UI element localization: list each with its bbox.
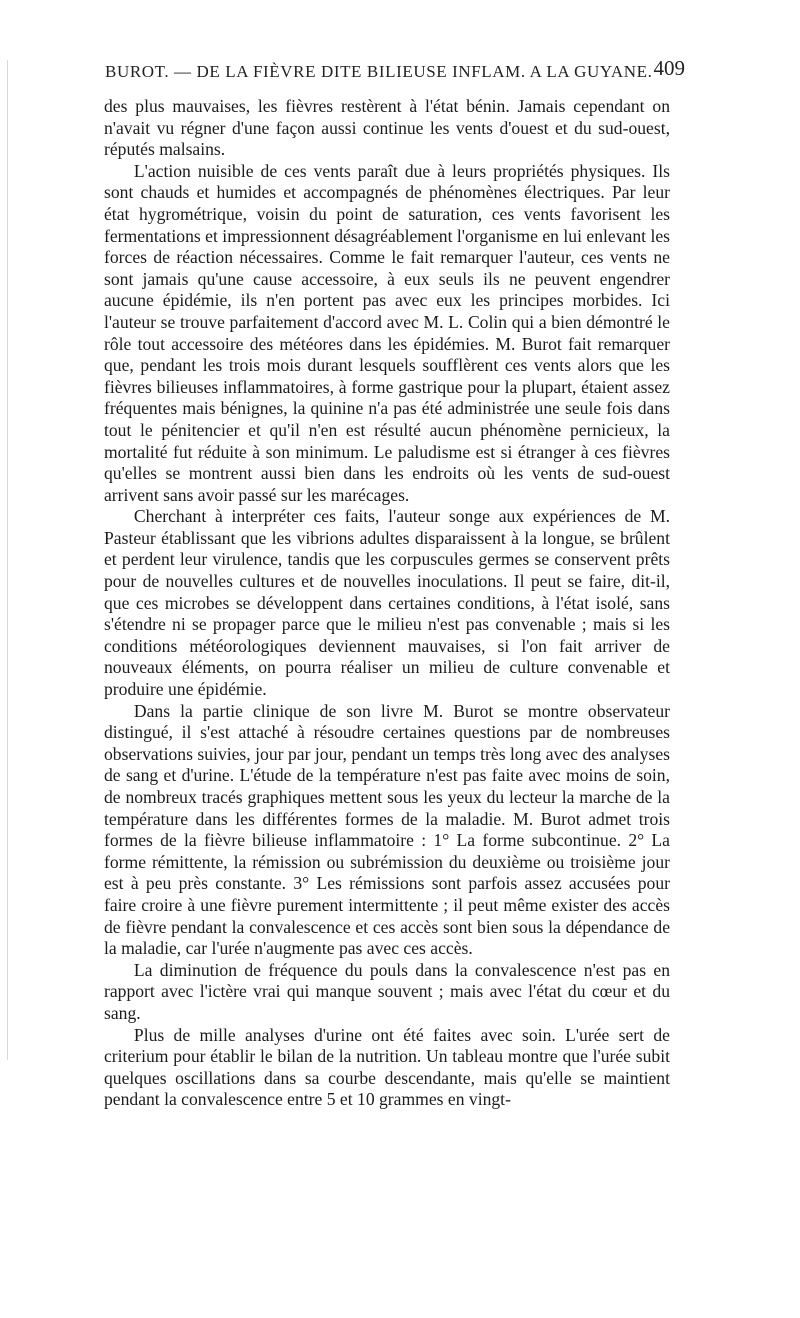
page-edge-shadow xyxy=(7,60,8,1060)
paragraph-pouls: La diminution de fréquence du pouls dans la convalescence n'est pas en rapport avec l'ictère vrai qui manque souvent ; mais avec l'état du cœur et du sang. xyxy=(104,959,670,1023)
page-number: 409 xyxy=(653,56,685,80)
article-body xyxy=(104,96,670,1111)
paragraph-pasteur: Cherchant à interpréter ces faits, l'auteur songe aux expériences de M. Pasteur établissant que les vibrions adultes disparaissent à la longue, se brûlent et perdent leur virulence, tandis que les corpuscules germes se conservent prêts pour de nouvelles cultures et de nouvelles inoculations. Il peut se faire, dit-il, que ces microbes se développent dans certaines conditions, à l'état isolé, sans s'étendre ni se propager parce que le milieu n'est pas convenable ; mais si les conditions météorologiques deviennent mauvaises, si l'on fait arriver de nouveaux éléments, on pourra réaliser un milieu de culture convenable et produire une épidémie. xyxy=(104,506,670,700)
running-title: BUROT. — DE LA FIÈVRE DITE BILIEUSE INFLAM. A LA GUYANE. xyxy=(105,62,653,81)
paragraph-vents-action: L'action nuisible de ces vents paraît due à leurs propriétés physiques. Ils sont chauds et humides et accompagnés de phénomènes électriques. Par leur état hygrométrique, voisin du point de saturation, ces vents favorisent les fermentations et impressionnent désagréablement l'organisme en lui enlevant les forces de réaction nécessaires. Comme le fait remarquer l'auteur, ces vents ne sont jamais qu'une cause accessoire, à eux seuls ils ne peuvent engendrer aucune épidémie, ils n'en portent pas avec eux les principes morbides. Ici l'auteur se trouve parfaitement d'accord avec M. L. Colin qui a bien démontré le rôle tout accessoire des météores dans les épidémies. M. Burot fait remarquer que, pendant les trois mois durant lesquels soufflèrent ces vents alors que les fièvres bilieuses inflammatoires, à forme gastrique pour la plupart, étaient assez fréquentes mais bénignes, la quinine n'a pas été administrée une seule fois dans tout le pénitencier et qu'il n'en est résulté aucun phénomène pernicieux, la mortalité fut réduite à son minimum. Le paludisme est si étranger à ces fièvres qu'elles se montrent aussi bien dans les endroits où les vents de sud-ouest arrivent sans avoir passé sur les marécages. xyxy=(104,160,670,505)
running-header xyxy=(105,56,685,86)
paragraph-clinique: Dans la partie clinique de son livre M. Burot se montre observateur distingué, il s'est attaché à résoudre certaines questions par de nombreuses observations suivies, jour par jour, pendant un temps très long avec des analyses de sang et d'urine. L'étude de la température n'est pas faite avec moins de soin, de nombreux tracés graphiques mettent sous les yeux du lecteur la marche de la température dans les différentes formes de la maladie. M. Burot admet trois formes de la fièvre bilieuse inflammatoire : 1° La forme subcontinue. 2° La forme rémittente, la rémission ou subrémission du deuxième ou troisième jour est à peu près constante. 3° Les rémissions sont parfois assez accusées pour faire croire à une fièvre purement intermittente ; il peut même exister des accès de fièvre pendant la convalescence et ces accès sont bien sous la dépendance de la maladie, car l'urée n'augmente pas avec ces accès. xyxy=(104,700,670,959)
paragraph-continuation: des plus mauvaises, les fièvres restèrent à l'état bénin. Jamais cependant on n'avait vu régner d'une façon aussi continue les vents d'ouest et du sud-ouest, réputés malsains. xyxy=(104,96,670,160)
paragraph-urine: Plus de mille analyses d'urine ont été faites avec soin. L'urée sert de criterium pour établir le bilan de la nutrition. Un tableau montre que l'urée subit quelques oscillations dans sa courbe descendante, mais qu'elle se maintient pendant la convalescence entre 5 et 10 grammes en vingt- xyxy=(104,1024,670,1110)
